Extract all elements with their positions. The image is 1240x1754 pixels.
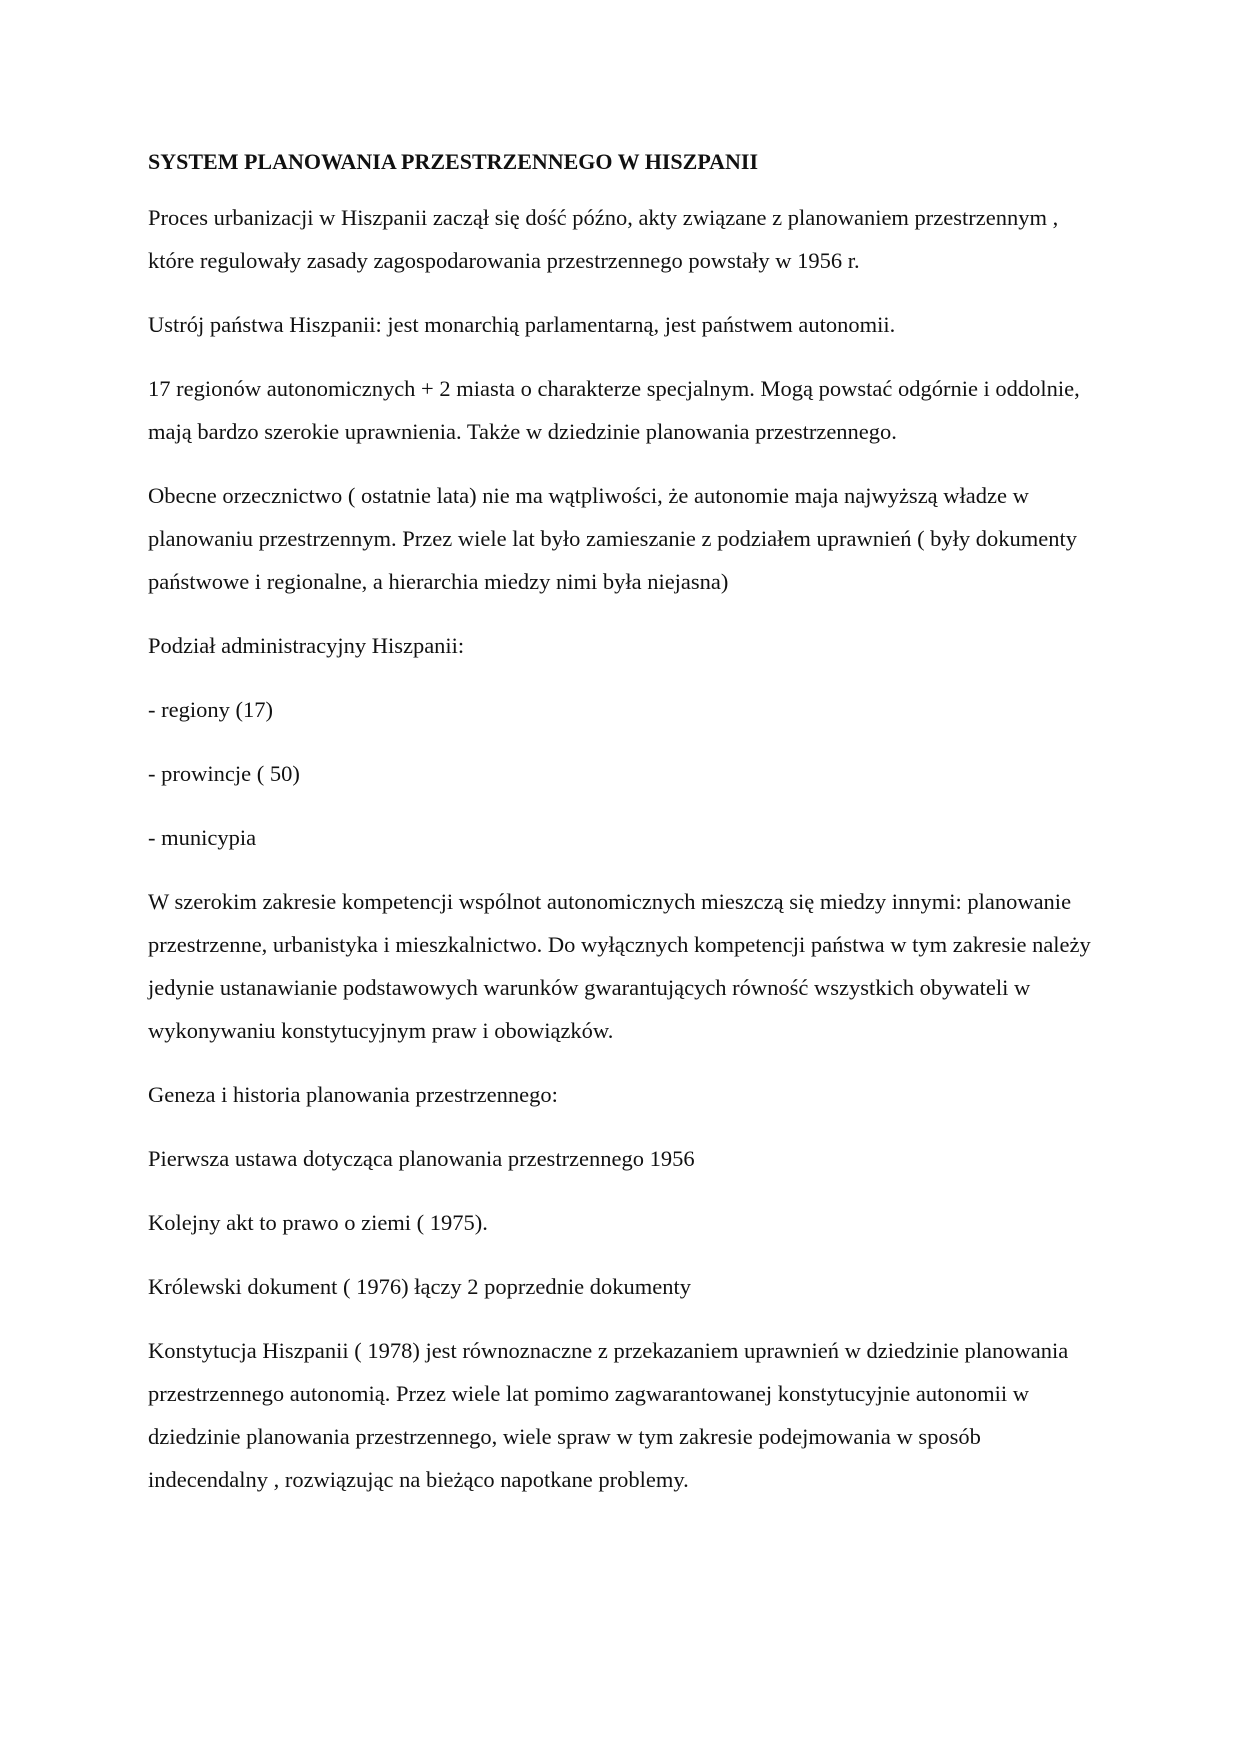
list-item-provinces: - prowincje ( 50) <box>148 761 300 786</box>
paragraph-autonomous-regions: 17 regionów autonomicznych + 2 miasta o charakterze specjalnym. Mogą powstać odgórnie i oddolnie, mają bardzo szerokie uprawnienia. Także w dziedzinie planowania przestrzennego. <box>148 376 1080 444</box>
paragraph-land-law: Kolejny akt to prawo o ziemi ( 1975). <box>148 1210 488 1235</box>
paragraph-urbanization: Proces urbanizacji w Hiszpanii zaczął się dość późno, akty związane z planowaniem przestrzennym , które regulowały zasady zagospodarowania przestrzennego powstały w 1956 r. <box>148 205 1059 273</box>
list-item-municipalities: - municypia <box>148 825 257 850</box>
paragraph-first-act: Pierwsza ustawa dotycząca planowania przestrzennego 1956 <box>148 1146 695 1171</box>
paragraph-competences: W szerokim zakresie kompetencji wspólnot autonomicznych mieszczą się miedzy innymi: planowanie przestrzenne, urbanistyka i mieszkalnictwo. Do wyłącznych kompetencji państwa w tym zakresie należy jedynie ustanawianie podstawowych warunków gwarantujących równość wszystkich obywateli w wykonywaniu konstytucyjnym praw i obowiązków. <box>148 889 1091 1043</box>
paragraph-constitution: Konstytucja Hiszpanii ( 1978) jest równoznaczne z przekazaniem uprawnień w dziedzinie planowania przestrzennego autonomią. Przez wiele lat pomimo zagwarantowanej konstytucyjnie autonomii w dziedzinie planowania przestrzennego, wiele spraw w tym zakresie podejmowania w sposób indecendalny , rozwiązując na bieżąco napotkane problemy. <box>148 1338 1069 1492</box>
list-item-regions: - regiony (17) <box>148 697 273 722</box>
paragraph-administrative-division: Podział administracyjny Hiszpanii: <box>148 633 465 658</box>
document-title: SYSTEM PLANOWANIA PRZESTRZENNEGO W HISZPANII <box>148 149 759 174</box>
paragraph-genesis-heading: Geneza i historia planowania przestrzennego: <box>148 1082 558 1107</box>
paragraph-royal-document: Królewski dokument ( 1976) łączy 2 poprzednie dokumenty <box>148 1274 691 1299</box>
paragraph-political-system: Ustrój państwa Hiszpanii: jest monarchią parlamentarną, jest państwem autonomii. <box>148 312 896 337</box>
paragraph-jurisprudence: Obecne orzecznictwo ( ostatnie lata) nie ma wątpliwości, że autonomie maja najwyższą władze w planowaniu przestrzennym. Przez wiele lat było zamieszanie z podziałem uprawnień ( były dokumenty państwowe i regionalne, a hierarchia miedzy nimi była niejasna) <box>148 483 1078 594</box>
document-body <box>148 146 1098 1522</box>
